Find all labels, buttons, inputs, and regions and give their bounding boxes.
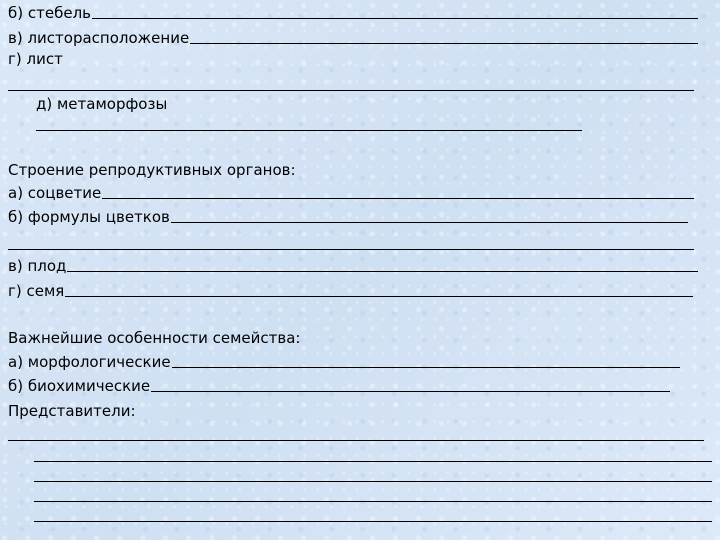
seed-label: г) семя xyxy=(8,282,65,300)
flower-formula-row xyxy=(8,206,688,226)
fruit-label: в) плод xyxy=(8,257,67,275)
leaf-arrangement-label: в) листорасположение xyxy=(8,29,190,47)
biochemical-answer-line[interactable] xyxy=(151,375,670,392)
morphological-row xyxy=(8,351,680,371)
fruit-answer-line[interactable] xyxy=(67,255,698,272)
fruit-row xyxy=(8,255,698,275)
seed-row xyxy=(8,280,693,300)
seed-answer-line[interactable] xyxy=(65,280,693,297)
leaf-answer-line[interactable] xyxy=(8,90,694,91)
biochemical-label: б) биохимические xyxy=(8,377,151,395)
inflorescence-label: а) соцветие xyxy=(8,184,102,202)
representatives-line-2[interactable] xyxy=(34,461,712,462)
representatives-line-3[interactable] xyxy=(34,481,712,482)
leaf-arrangement-row xyxy=(8,27,698,47)
stem-answer-line[interactable] xyxy=(92,2,698,19)
morphological-answer-line[interactable] xyxy=(172,351,680,368)
stem-row xyxy=(8,2,698,22)
inflorescence-answer-line[interactable] xyxy=(102,182,694,199)
representatives-line-1[interactable] xyxy=(8,440,704,441)
representatives-line-5[interactable] xyxy=(34,521,712,522)
features-heading: Важнейшие особенности семейства: xyxy=(8,329,301,347)
flower-formula-extra-line[interactable] xyxy=(8,249,694,250)
leaf-arrangement-answer-line[interactable] xyxy=(190,27,698,44)
stem-label: б) стебель xyxy=(8,4,91,22)
representatives-label: Представители: xyxy=(8,402,136,420)
leaf-label: г) лист xyxy=(8,50,63,68)
flower-formula-answer-line[interactable] xyxy=(171,206,688,223)
flower-formula-label: б) формулы цветков xyxy=(8,208,170,226)
metamorphoses-answer-line[interactable] xyxy=(36,130,582,131)
morphological-label: а) морфологические xyxy=(8,353,171,371)
inflorescence-row xyxy=(8,182,694,202)
reproductive-heading: Строение репродуктивных органов: xyxy=(8,161,296,179)
biochemical-row xyxy=(8,375,670,395)
metamorphoses-label: д) метаморфозы xyxy=(36,95,168,113)
representatives-line-4[interactable] xyxy=(34,501,712,502)
